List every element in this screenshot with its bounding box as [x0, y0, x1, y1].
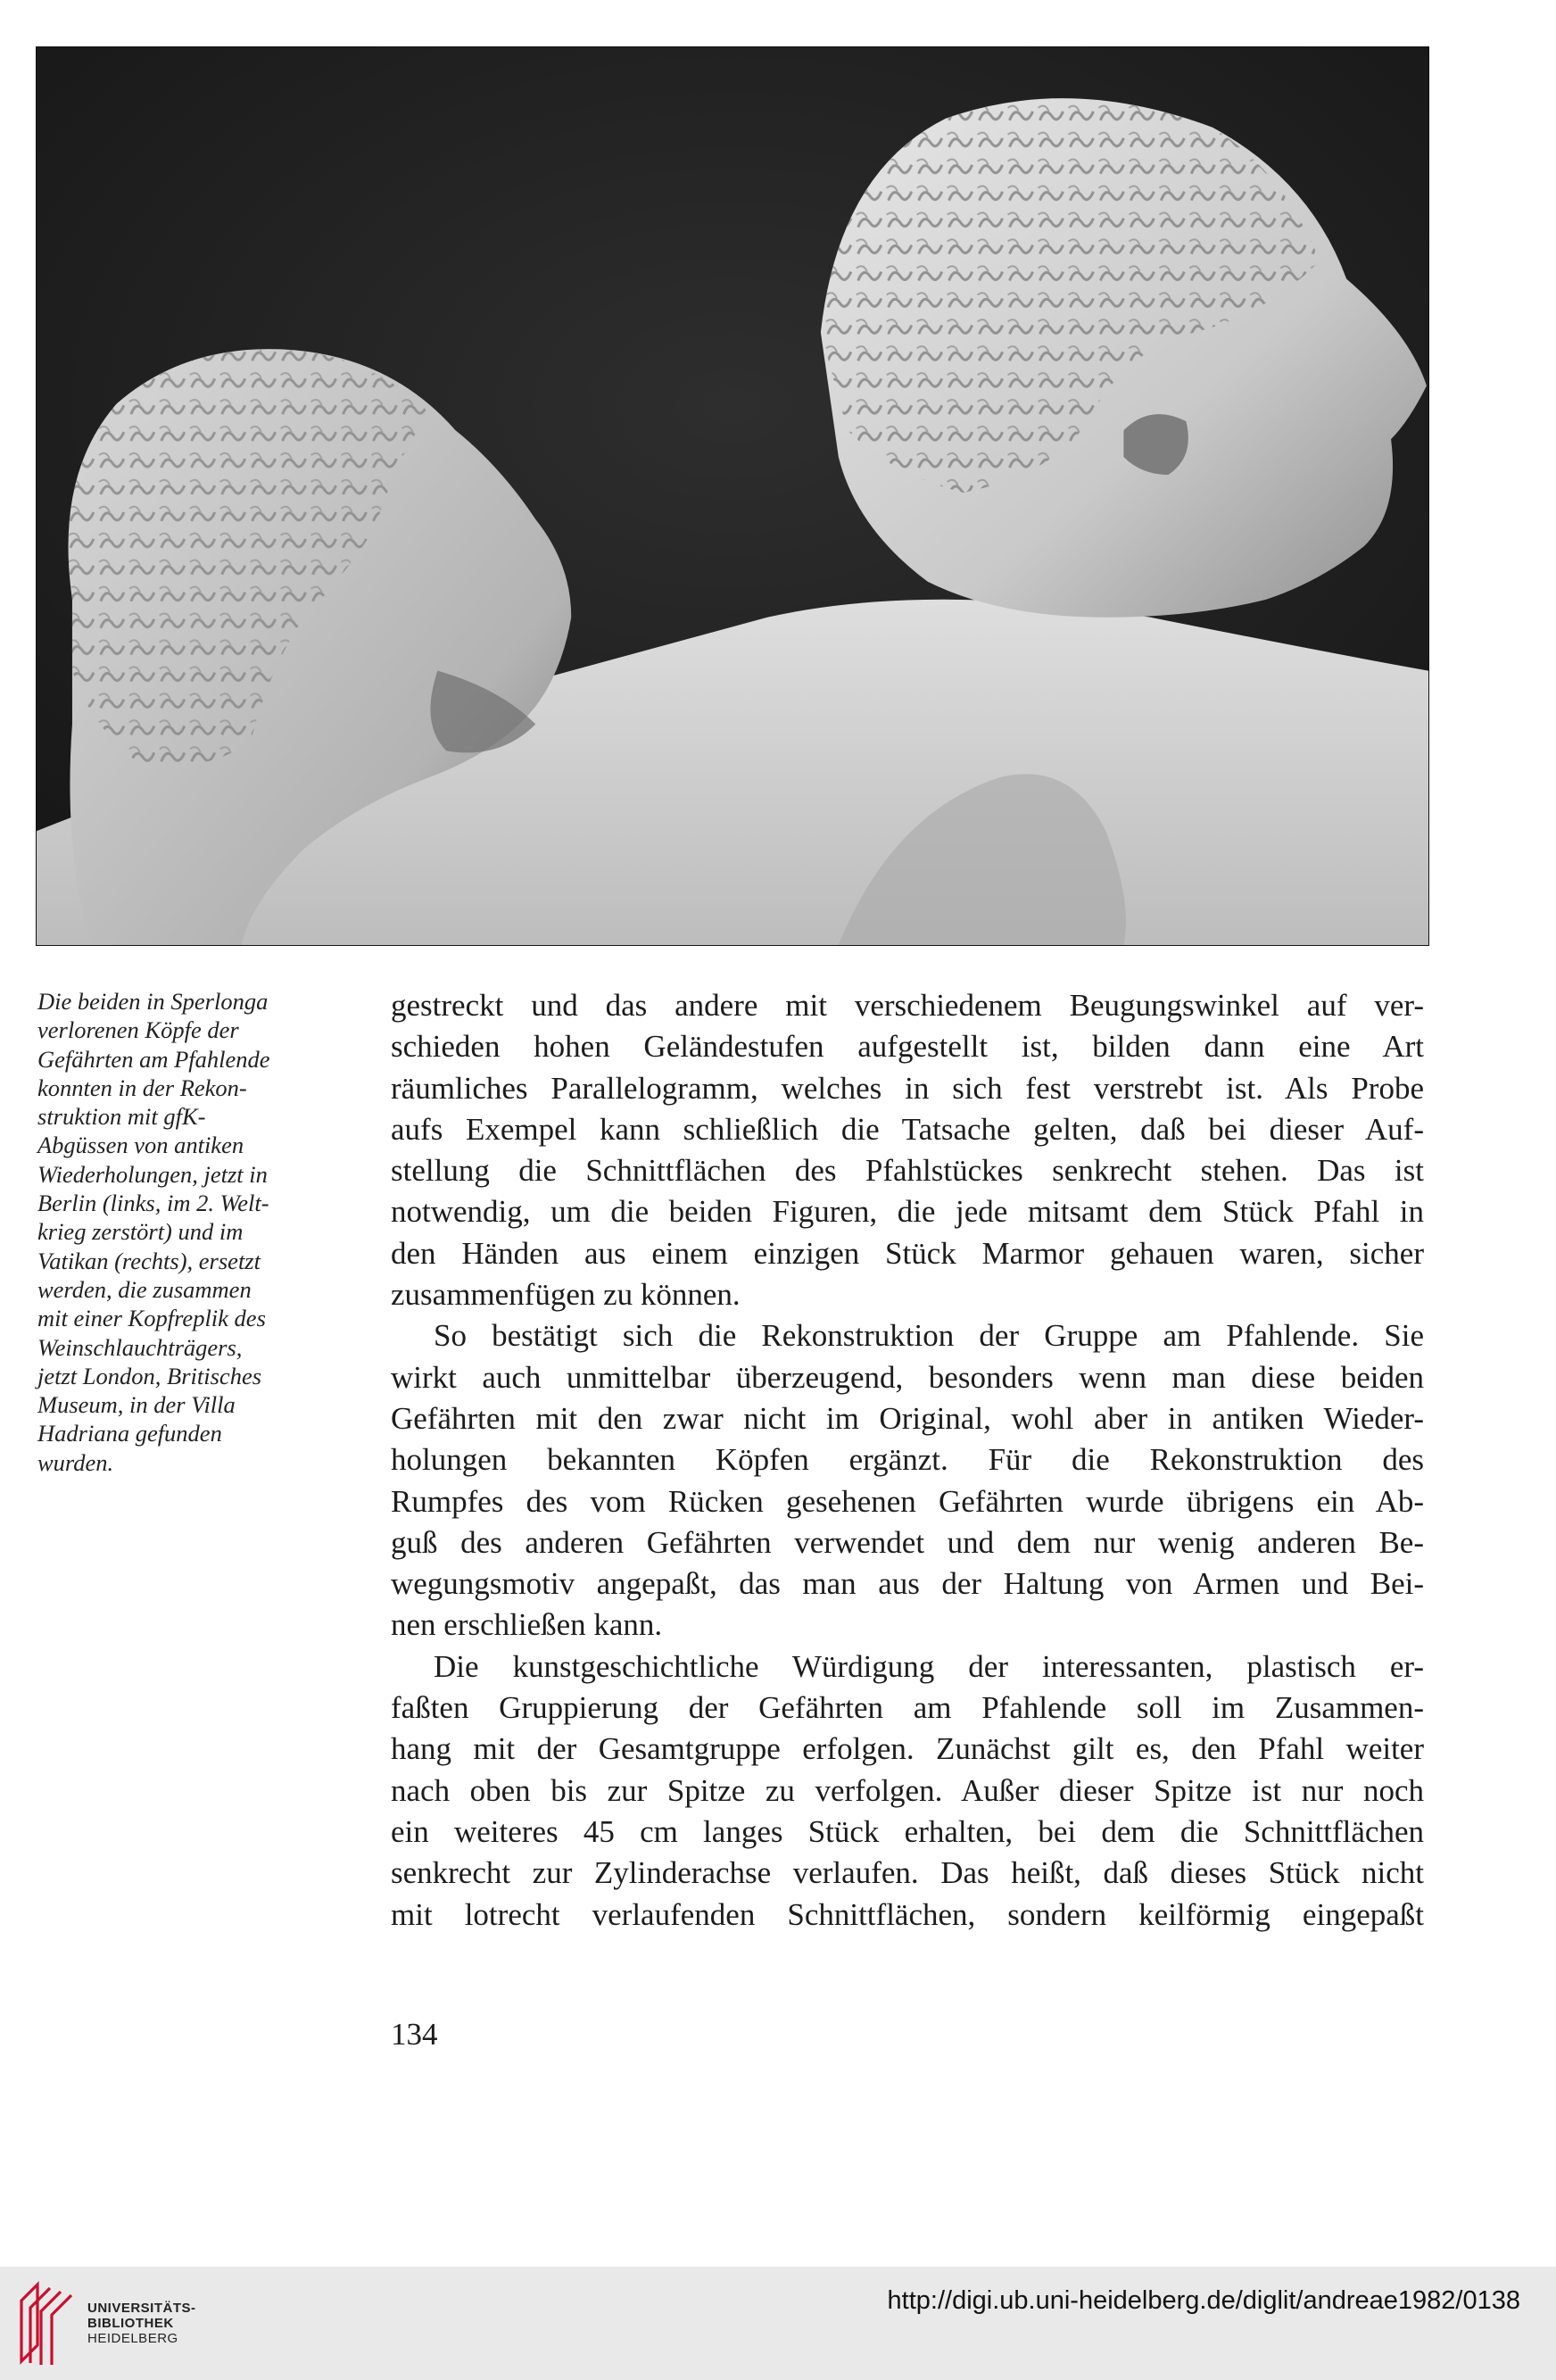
- caption-line: mit einer Kopfreplik des: [37, 1305, 266, 1332]
- sculpture-photo: [36, 46, 1429, 946]
- body-line: holungen bekannten Köpfen ergänzt. Für die Rekonstruktion des: [391, 1442, 1424, 1478]
- caption-line: konnten in der Rekon-: [37, 1074, 247, 1101]
- library-logo-text: [87, 2301, 196, 2346]
- logo-line: UNIVERSITÄTS-: [87, 2301, 196, 2316]
- caption-line: Hadriana gefunden: [37, 1420, 222, 1447]
- body-line: aufs Exempel kann schließlich die Tatsache gelten, daß bei dieser Auf-: [391, 1111, 1424, 1147]
- body-line: schieden hohen Geländestufen aufgestellt ist, bilden dann eine Art: [391, 1029, 1424, 1065]
- caption-line: krieg zerstört) und im: [37, 1218, 244, 1246]
- body-line: wegungsmotiv angepaßt, das man aus der Haltung von Armen und Bei-: [391, 1566, 1424, 1602]
- caption-line: Weinschlauchträgers,: [37, 1333, 243, 1361]
- caption-line: Abgüssen von antiken: [37, 1132, 244, 1159]
- logo-line: BIBLIOTHEK: [87, 2316, 174, 2331]
- body-line: mit lotrecht verlaufenden Schnittflächen, sondern keilförmig eingepaßt: [391, 1896, 1424, 1932]
- body-text: [391, 985, 1424, 1936]
- caption-line: wurden.: [37, 1448, 114, 1476]
- body-line: Die kunstgeschichtliche Würdigung der interessanten, plastisch er-: [434, 1648, 1424, 1684]
- body-line: Rumpfes des vom Rücken gesehenen Gefährten wurde übrigens ein Ab-: [391, 1483, 1424, 1519]
- page-number: 134: [391, 2017, 438, 2052]
- caption-line: Gefährten am Pfahlende: [37, 1045, 270, 1073]
- body-line: hang mit der Gesamtgruppe erfolgen. Zunächst gilt es, den Pfahl weiter: [391, 1731, 1424, 1767]
- body-line: den Händen aus einem einzigen Stück Marmor gehauen waren, sicher: [391, 1235, 1424, 1271]
- body-line: ein weiteres 45 cm langes Stück erhalten, bei dem die Schnittflächen: [391, 1813, 1424, 1849]
- permalink-url[interactable]: http://digi.ub.uni-heidelberg.de/diglit/andreae1982/0138: [887, 2286, 1520, 2315]
- body-line: wirkt auch unmittelbar überzeugend, besonders wenn man diese beiden: [391, 1359, 1424, 1395]
- footer-bar: [0, 2267, 1556, 2380]
- body-line: nach oben bis zur Spitze zu verfolgen. Außer dieser Spitze ist nur noch: [391, 1772, 1424, 1808]
- caption-line: Wiederholungen, jetzt in: [37, 1160, 268, 1188]
- body-line: Gefährten mit den zwar nicht im Original, wohl aber in antiken Wieder-: [391, 1400, 1424, 1436]
- caption-line: verlorenen Köpfe der: [37, 1016, 239, 1044]
- body-line: nen erschließen kann.: [391, 1607, 663, 1643]
- figure-caption: [37, 987, 325, 1477]
- library-logo-icon: [18, 2281, 77, 2367]
- body-line: guß des anderen Gefährten verwendet und dem nur wenig anderen Be-: [391, 1524, 1424, 1560]
- body-line: senkrecht zur Zylinderachse verlaufen. Das heißt, daß dieses Stück nicht: [391, 1855, 1424, 1891]
- caption-line: Berlin (links, im 2. Welt-: [37, 1190, 269, 1217]
- sculpture-photo-graphic: [37, 47, 1428, 945]
- caption-line: jetzt London, Britisches: [37, 1362, 262, 1389]
- caption-line: struktion mit gfK-: [37, 1103, 206, 1131]
- caption-line: werden, die zusammen: [37, 1275, 252, 1303]
- body-line: stellung die Schnittflächen des Pfahlstückes senkrecht stehen. Das ist: [391, 1153, 1424, 1189]
- body-line: gestreckt und das andere mit verschiedenem Beugungswinkel auf ver-: [391, 988, 1424, 1023]
- body-line: faßten Gruppierung der Gefährten am Pfahlende soll im Zusammen-: [391, 1690, 1424, 1726]
- caption-line: Museum, in der Villa: [37, 1391, 236, 1419]
- caption-line: Vatikan (rechts), ersetzt: [37, 1247, 261, 1274]
- body-line: zusammenfügen zu können.: [391, 1277, 741, 1313]
- body-line: notwendig, um die beiden Figuren, die jede mitsamt dem Stück Pfahl in: [391, 1194, 1424, 1230]
- body-line: So bestätigt sich die Rekonstruktion der Gruppe am Pfahlende. Sie: [434, 1318, 1424, 1354]
- body-line: räumliches Parallelogramm, welches in sich fest verstrebt ist. Als Probe: [391, 1070, 1424, 1106]
- logo-line: HEIDELBERG: [87, 2331, 178, 2346]
- caption-line: Die beiden in Sperlonga: [37, 988, 269, 1015]
